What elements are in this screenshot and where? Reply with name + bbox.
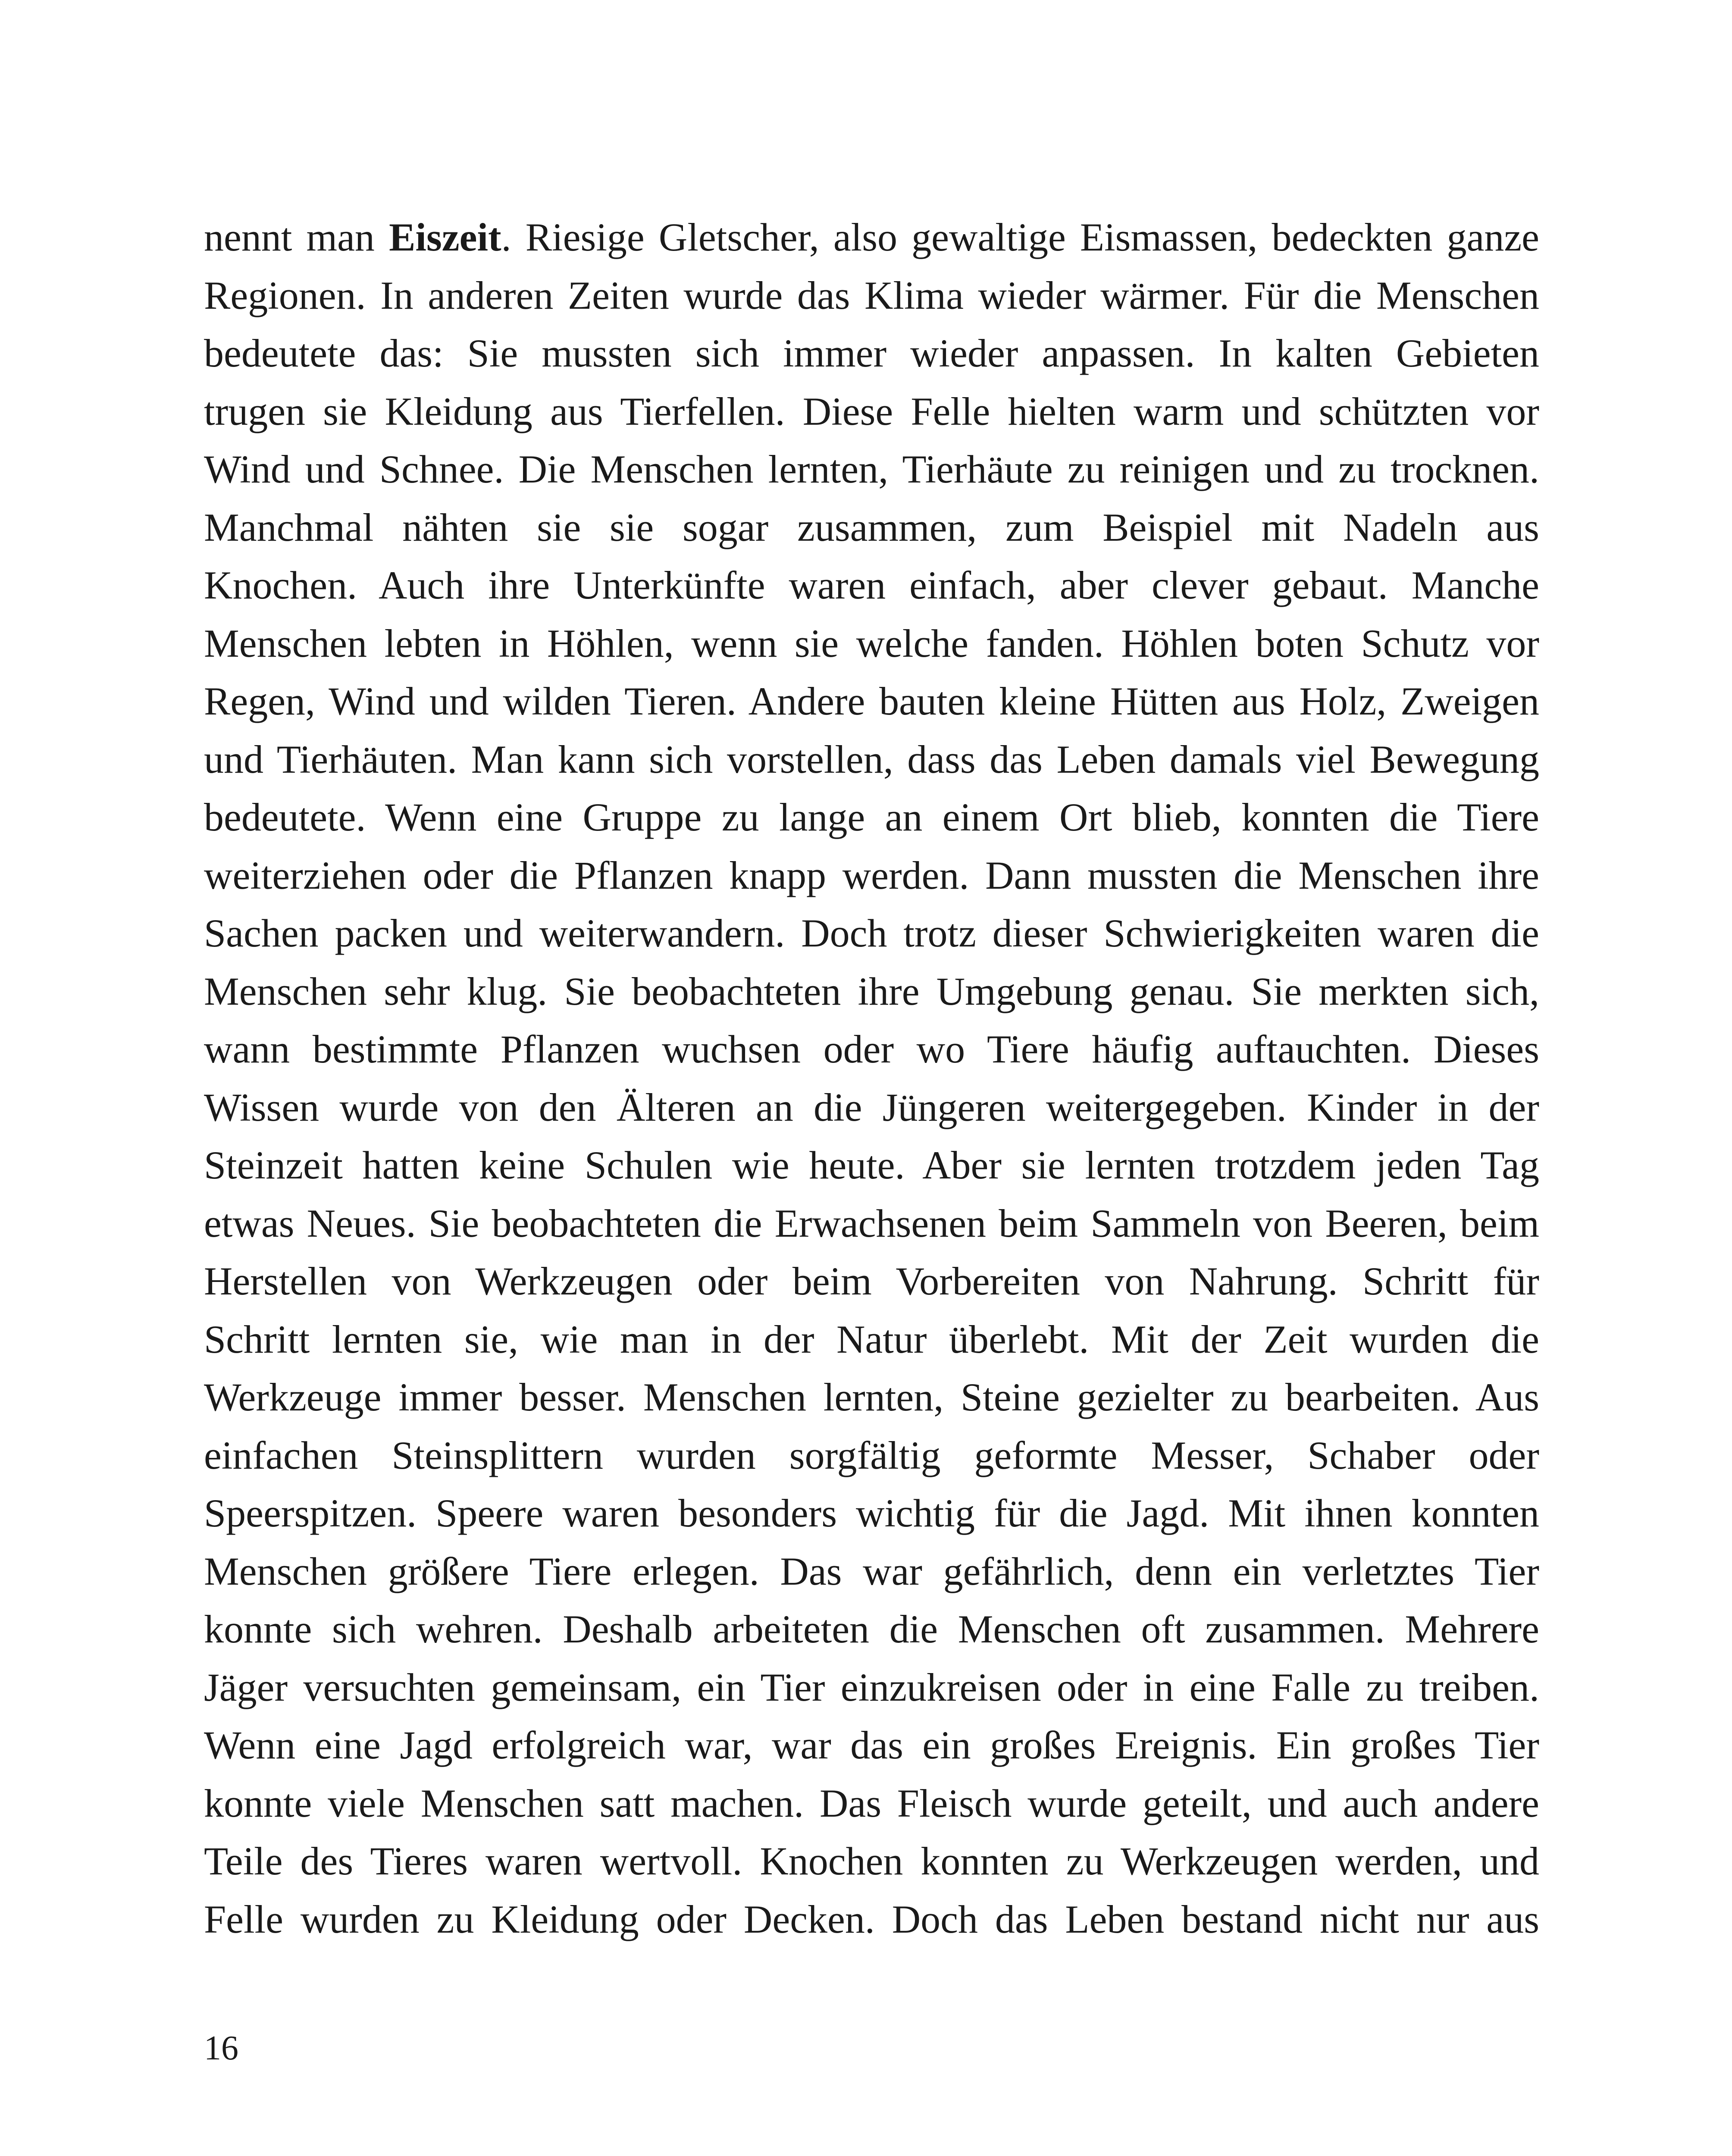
text-line: trugen sie Kleidung aus Tierfellen. Diese Felle hielten warm und schützten vor (204, 389, 1539, 433)
text-segment: . Riesige Gletscher, also gewaltige Eismassen, bedeckten ganze (501, 215, 1539, 259)
text-line: weiterziehen oder die Pflanzen knapp werden. Dann mussten die Menschen ihre (204, 853, 1539, 897)
text-line: bedeutete das: Sie mussten sich immer wieder anpassen. In kalten Gebieten (204, 331, 1539, 375)
text-line: Menschen lebten in Höhlen, wenn sie welche fanden. Höhlen boten Schutz vor (204, 621, 1539, 665)
text-line: Regionen. In anderen Zeiten wurde das Klima wieder wärmer. Für die Menschen (204, 273, 1539, 317)
text-line: bedeutete. Wenn eine Gruppe zu lange an einem Ort blieb, konnten die Tiere (204, 795, 1539, 839)
text-line: Speerspitzen. Speere waren besonders wichtig für die Jagd. Mit ihnen konnten (204, 1491, 1539, 1535)
text-segment: nennt man (204, 215, 389, 259)
text-line: wann bestimmte Pflanzen wuchsen oder wo Tiere häufig auftauchten. Dieses (204, 1027, 1539, 1071)
text-line: Wenn eine Jagd erfolgreich war, war das ein großes Ereignis. Ein großes Tier (204, 1723, 1539, 1767)
text-line: und Tierhäuten. Man kann sich vorstellen, dass das Leben damals viel Bewegung (204, 737, 1539, 781)
text-line: Werkzeuge immer besser. Menschen lernten, Steine gezielter zu bearbeiten. Aus (204, 1375, 1539, 1419)
body-paragraph (204, 208, 1539, 1948)
text-line: Menschen größere Tiere erlegen. Das war gefährlich, denn ein verletztes Tier (204, 1549, 1539, 1593)
text-line: Manchmal nähten sie sie sogar zusammen, zum Beispiel mit Nadeln aus (204, 505, 1539, 549)
text-line: Herstellen von Werkzeugen oder beim Vorbereiten von Nahrung. Schritt für (204, 1259, 1539, 1303)
text-line: konnte sich wehren. Deshalb arbeiteten die Menschen oft zusammen. Mehrere (204, 1607, 1539, 1651)
text-line: Schritt lernten sie, wie man in der Natur überlebt. Mit der Zeit wurden die (204, 1317, 1539, 1361)
bold-term: Eiszeit (389, 215, 501, 259)
text-line: konnte viele Menschen satt machen. Das Fleisch wurde geteilt, und auch andere (204, 1781, 1539, 1825)
text-line: Wind und Schnee. Die Menschen lernten, Tierhäute zu reinigen und zu trocknen. (204, 447, 1539, 491)
text-line: Sachen packen und weiterwandern. Doch trotz dieser Schwierigkeiten waren die (204, 911, 1539, 955)
page-number: 16 (204, 2029, 238, 2067)
text-line: einfachen Steinsplittern wurden sorgfältig geformte Messer, Schaber oder (204, 1433, 1539, 1477)
text-line: Regen, Wind und wilden Tieren. Andere bauten kleine Hütten aus Holz, Zweigen (204, 679, 1539, 723)
text-line (204, 208, 1539, 266)
text-line: etwas Neues. Sie beobachteten die Erwachsenen beim Sammeln von Beeren, beim (204, 1201, 1539, 1245)
text-line: Jäger versuchten gemeinsam, ein Tier einzukreisen oder in eine Falle zu treiben. (204, 1665, 1539, 1709)
text-line: Teile des Tieres waren wertvoll. Knochen konnten zu Werkzeugen werden, und (204, 1839, 1539, 1883)
text-line: Wissen wurde von den Älteren an die Jüngeren weitergegeben. Kinder in der (204, 1085, 1539, 1129)
text-line: Menschen sehr klug. Sie beobachteten ihre Umgebung genau. Sie merkten sich, (204, 969, 1539, 1013)
text-line: Knochen. Auch ihre Unterkünfte waren einfach, aber clever gebaut. Manche (204, 563, 1539, 607)
text-line: Steinzeit hatten keine Schulen wie heute. Aber sie lernten trotzdem jeden Tag (204, 1143, 1539, 1187)
text-line: Felle wurden zu Kleidung oder Decken. Doch das Leben bestand nicht nur aus (204, 1897, 1539, 1941)
